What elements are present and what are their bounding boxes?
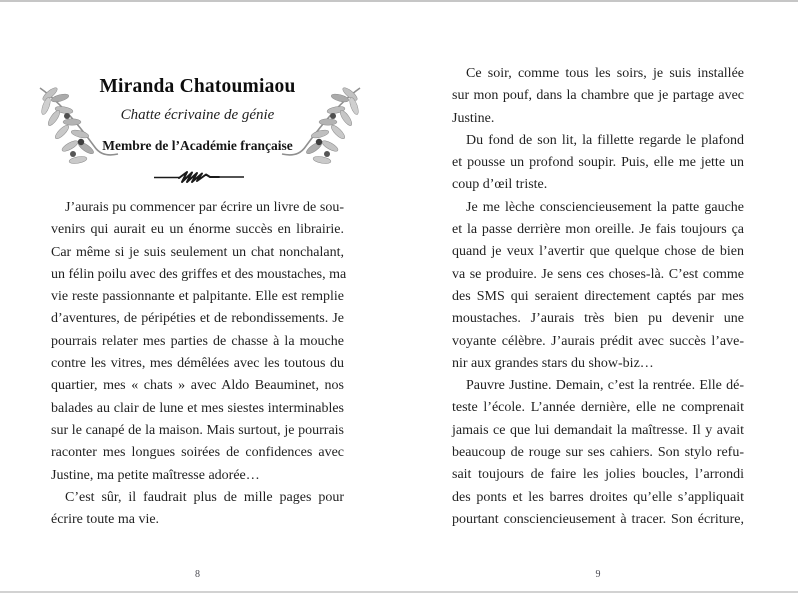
text-line: nir aux grandes stars du show-biz… xyxy=(452,355,654,371)
text-line: balades au clair de lune et mes siestes interminables xyxy=(51,400,344,416)
text-line: d’aventures, de péripéties et de rebondissements. Je xyxy=(51,311,344,327)
book-subtitle: Chatte écrivaine de génie xyxy=(120,107,275,123)
left-page-number: 8 xyxy=(195,569,200,580)
text-line: sait toujours de faire les jolies boucles, l’arrondi xyxy=(452,467,744,483)
text-line: Justine. xyxy=(452,110,495,126)
text-line: Car même si je suis seulement un chat nonchalant, xyxy=(51,244,344,260)
text-line: jamais ce que lui demandait la maîtresse. Il y avait xyxy=(452,422,744,438)
text-line: un félin poilu avec des griffes et des moustaches, ma xyxy=(51,266,347,282)
text-line: pourtant consciencieusement à tracer. Son écriture, xyxy=(452,511,744,527)
squiggle-rule-ornament-icon xyxy=(154,170,244,184)
text-line: contre les vitres, mes démêlées avec les toutous du xyxy=(51,356,344,372)
text-line: et la passe derrière mon oreille. Je fais toujours ça xyxy=(452,222,744,238)
text-line: voyante célèbre. J’aurais prédit avec succès l’ave- xyxy=(452,333,744,349)
text-line: venirs qui aurait eu un énorme succès en librairie. xyxy=(51,222,344,238)
text-line: et pousse un profond soupir. Puis, elle me jette un xyxy=(452,155,744,171)
text-line: teste l’école. L’année dernière, elle ne comprenait xyxy=(452,400,744,416)
text-line: sur le canapé de la maison. Mais surtout, je pourrais xyxy=(51,422,344,438)
text-line: va se produire. Je sens ces choses-là. C’est comme xyxy=(452,266,744,282)
text-line: raconter mes longues soirées de confidences avec xyxy=(51,445,344,461)
text-line: Pauvre Justine. Demain, c’est la rentrée. Elle dé- xyxy=(466,378,744,394)
text-line: Ce soir, comme tous les soirs, je suis installée xyxy=(466,66,744,81)
text-line: Du fond de son lit, la fillette regarde le plafond xyxy=(466,132,744,148)
text-line: C’est sûr, il faudrait plus de mille pages pour xyxy=(65,489,344,505)
bottom-frame-line xyxy=(0,591,798,593)
text-line: coup d’œil triste. xyxy=(452,177,548,193)
top-frame-line xyxy=(0,0,798,2)
book-affiliation: Membre de l’Académie française xyxy=(102,138,293,153)
text-line: des SMS qui seraient directement captés par mes xyxy=(452,288,744,304)
text-line: pourrais relater mes parties de chasse à la mouche xyxy=(51,333,344,349)
text-line: écrire toute ma vie. xyxy=(51,512,160,528)
text-line: sur mon pouf, dans la chambre que je partage avec xyxy=(452,88,744,104)
text-line: Je me lèche consciencieusement la patte gauche xyxy=(466,199,744,215)
text-line: des ponts et les barres droites qu’elle s’appliquait xyxy=(452,489,744,505)
text-line: moustaches. J’aurais très bien pu devenir une xyxy=(452,311,744,327)
text-line: beaucoup de rouge sur ses cahiers. Son stylo refu- xyxy=(452,445,744,461)
book-title: Miranda Chatoumiaou xyxy=(99,76,296,97)
left-page-body xyxy=(51,197,347,531)
text-line: quand je veux l’avertir que quelque chose de bien xyxy=(452,244,744,260)
text-line: vie reste passionnante et palpitante. Elle est remplie xyxy=(51,289,344,305)
text-line: quartier, mes « chats » avec Aldo Beauminet, nos xyxy=(51,378,344,394)
text-line: J’aurais pu commencer par écrire un livre de sou- xyxy=(65,200,344,215)
right-page-body xyxy=(452,63,744,531)
text-line: Justine, ma petite maîtresse adorée… xyxy=(51,467,260,483)
right-page-number: 9 xyxy=(595,569,601,580)
